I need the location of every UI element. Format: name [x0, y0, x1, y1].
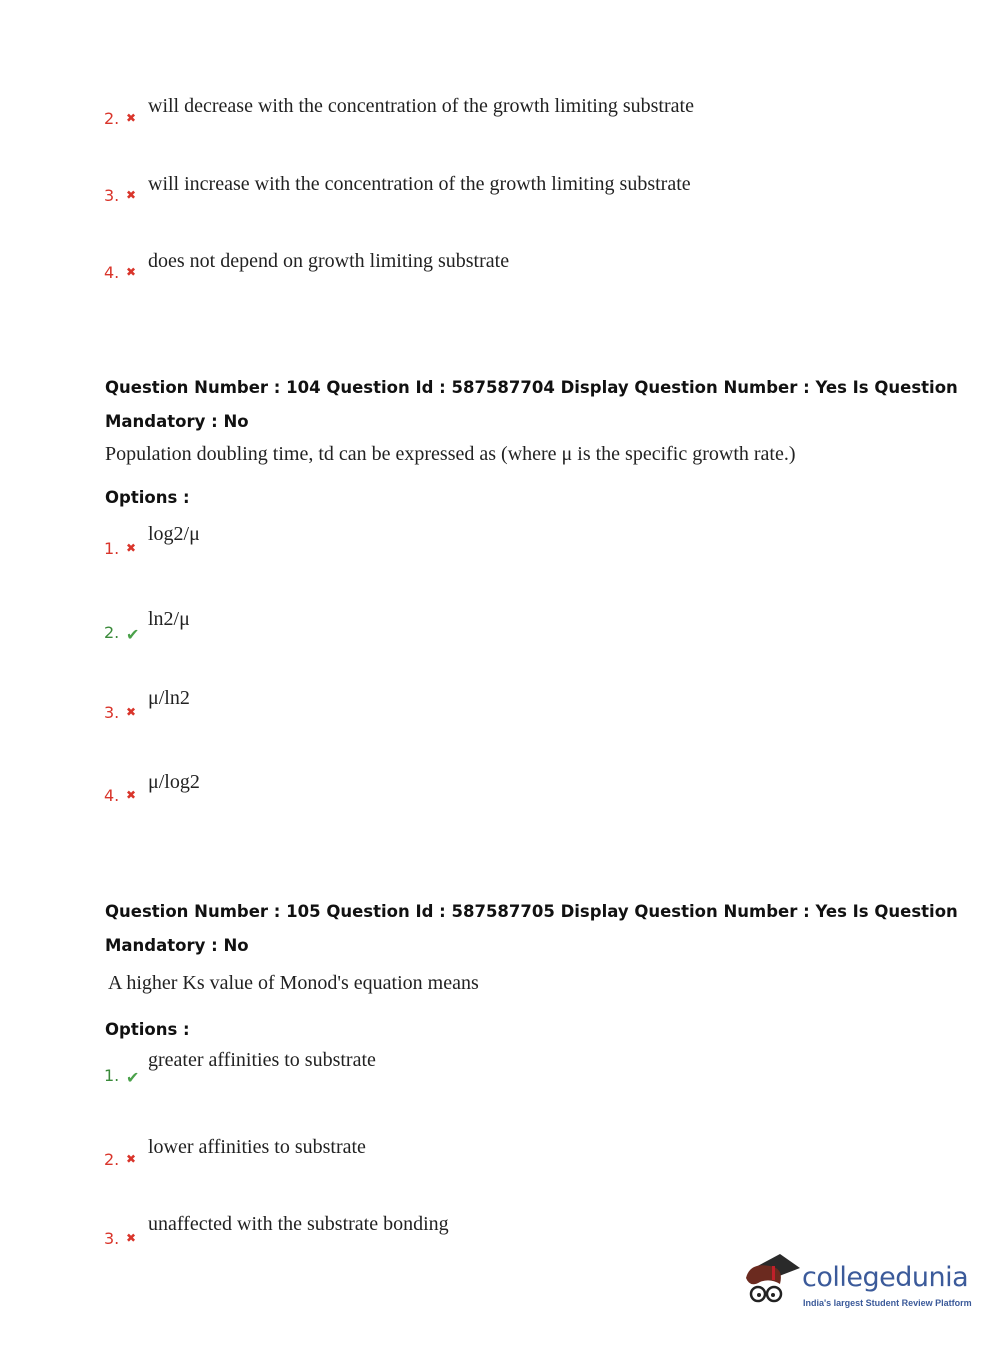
cross-icon: ✖ [126, 265, 137, 279]
question-105-header: Question Number : 105 Question Id : 587587705 Display Question Number : Yes Is Question [105, 902, 958, 921]
question-104-mandatory: Mandatory : No [105, 412, 249, 431]
question-104-text: Population doubling time, td can be expressed as (where μ is the specific growth rate.) [105, 443, 796, 465]
option-number: 4. [104, 786, 120, 805]
option-number: 2. [104, 1150, 120, 1169]
cross-icon: ✖ [126, 1231, 137, 1245]
option-number: 1. [104, 539, 120, 558]
cross-icon: ✖ [126, 188, 137, 202]
cross-icon: ✖ [126, 541, 137, 555]
cross-icon: ✖ [126, 111, 137, 125]
cross-icon: ✖ [126, 705, 137, 719]
option-text: μ/ln2 [148, 687, 190, 709]
question-104-header: Question Number : 104 Question Id : 587587704 Display Question Number : Yes Is Question [105, 378, 958, 397]
option-text: μ/log2 [148, 771, 200, 793]
option-text: does not depend on growth limiting substrate [148, 250, 510, 272]
option-number: 3. [104, 1229, 120, 1248]
option-text: unaffected with the substrate bonding [148, 1213, 449, 1235]
option-number: 4. [104, 263, 120, 282]
checkmark-icon: ✔ [126, 627, 140, 644]
question-104-options-label: Options : [105, 488, 190, 507]
logo-brand: collegedunia [802, 1262, 969, 1293]
logo-tagline: India's largest Student Review Platform [803, 1298, 972, 1308]
option-text: log2/μ [148, 523, 200, 545]
option-number: 3. [104, 186, 120, 205]
collegedunia-logo [740, 1248, 970, 1318]
cross-icon: ✖ [126, 788, 137, 802]
question-105-text: A higher Ks value of Monod's equation means [108, 972, 479, 994]
option-number: 2. [104, 623, 120, 642]
cross-icon: ✖ [126, 1152, 137, 1166]
checkmark-icon: ✔ [126, 1070, 140, 1087]
option-number: 2. [104, 109, 120, 128]
option-text: will increase with the concentration of the growth limiting substrate [148, 173, 691, 195]
option-text: ln2/μ [148, 608, 190, 630]
question-105-options-label: Options : [105, 1020, 190, 1039]
option-text: will decrease with the concentration of the growth limiting substrate [148, 95, 694, 117]
option-number: 3. [104, 703, 120, 722]
mascot-icon [740, 1248, 802, 1318]
option-text: lower affinities to substrate [148, 1136, 366, 1158]
option-number: 1. [104, 1066, 120, 1085]
option-text: greater affinities to substrate [148, 1049, 376, 1071]
question-105-mandatory: Mandatory : No [105, 936, 249, 955]
